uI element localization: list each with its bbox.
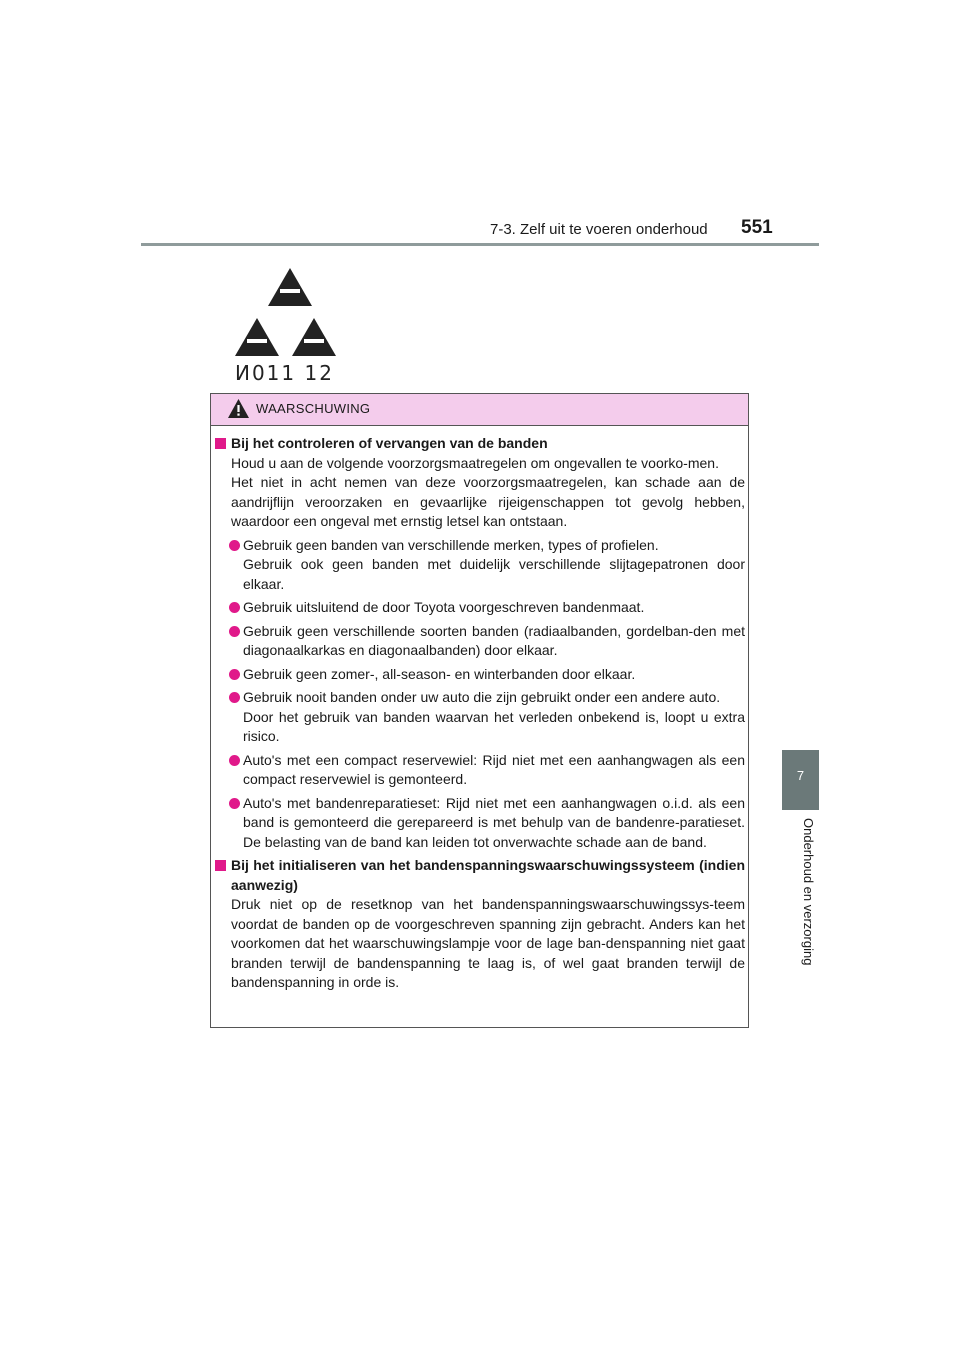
round-bullet-icon xyxy=(229,540,240,551)
warning-header xyxy=(211,394,748,426)
section-intro: Druk niet op de resetknop van het bandenspanningswaarschuwingssys-teem voordat de banden op de voorgeschreven spanning zijn gebracht. Anders kan het voorkomen dat het waarschuwingslampje voor de lage ban-denspanning niet gaat branden terwijl de bandenspanning te laag is, of wel gaat branden terwijl de bandenspanning in orde is. xyxy=(231,896,745,990)
round-bullet-icon xyxy=(229,755,240,766)
list-item: Auto's met bandenreparatieset: Rijd niet met een aanhangwagen o.i.d. als een band is gemonteerd die gerepareerd is met behulp van de bandenre-paratieset. De belasting van de band kan leiden tot onverwachte schade aan de band. xyxy=(215,794,745,853)
round-bullet-icon xyxy=(229,626,240,637)
square-bullet-icon xyxy=(215,860,226,871)
triangle-mark-icon xyxy=(235,268,336,356)
round-bullet-icon xyxy=(229,798,240,809)
page-number: 551 xyxy=(741,217,773,238)
section-tire-check xyxy=(215,434,745,852)
header-rule xyxy=(141,243,819,246)
list-item: Gebruik nooit banden onder uw auto die zijn gebruikt onder een andere auto. Door het gebruik van banden waarvan het verleden onbekend is, loopt u extra risico. xyxy=(215,688,745,747)
tire-code: И011 12 xyxy=(235,361,334,384)
round-bullet-icon xyxy=(229,602,240,613)
header-title: 7-3. Zelf uit te voeren onderhoud xyxy=(490,221,708,238)
warning-triangle-icon xyxy=(228,399,249,418)
round-bullet-icon xyxy=(229,692,240,703)
warning-box xyxy=(210,393,749,1028)
chapter-title: Onderhoud en verzorging xyxy=(801,818,816,966)
list-item: Gebruik geen banden van verschillende merken, types of profielen. Gebruik ook geen banden met duidelijk verschillende slijtagepatronen door elkaar. xyxy=(215,536,745,595)
square-bullet-icon xyxy=(215,438,226,449)
chapter-number: 7 xyxy=(796,768,805,783)
warning-title: WAARSCHUWING xyxy=(256,401,371,416)
list-item: Gebruik geen verschillende soorten banden (radiaalbanden, gordelban-den met diagonaalkarkas en diagonaalbanden) door elkaar. xyxy=(215,622,745,661)
section-heading: Bij het controleren of vervangen van de banden xyxy=(215,434,745,454)
list-item: Gebruik geen zomer-, all-season- en winterbanden door elkaar. xyxy=(215,665,745,685)
tire-approval-mark-figure xyxy=(232,266,348,384)
round-bullet-icon xyxy=(229,669,240,680)
section-tpws-init xyxy=(215,856,745,993)
list-item: Auto's met een compact reservewiel: Rijd niet met een aanhangwagen als een compact reservewiel is gemonteerd. xyxy=(215,751,745,790)
list-item: Gebruik uitsluitend de door Toyota voorgeschreven bandenmaat. xyxy=(215,598,745,618)
section-intro: Houd u aan de volgende voorzorgsmaatregelen om ongevallen te voorko-men. Het niet in acht nemen van deze voorzorgsmaatregelen, kan schade aan de aandrijflijn veroorzaken en gevaarlijke rijeigenschappen tot gevolg hebben, waardoor een ongeval met ernstig letsel kan ontstaan. xyxy=(231,454,745,529)
section-heading: Bij het initialiseren van het bandenspanningswaarschuwingssysteem (indien aanwezig) xyxy=(215,856,745,895)
warning-content xyxy=(215,434,745,997)
